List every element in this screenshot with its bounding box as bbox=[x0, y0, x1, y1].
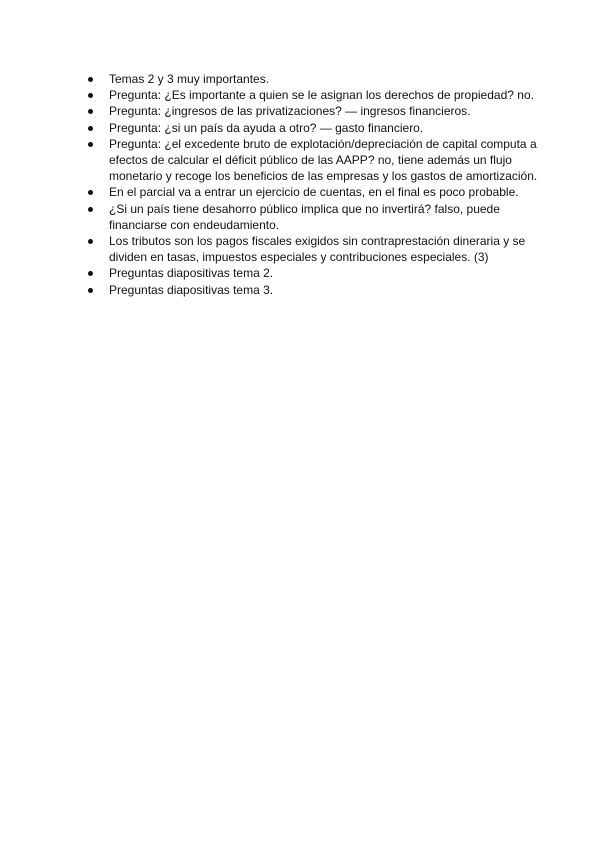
list-item bbox=[86, 282, 546, 298]
list-item bbox=[86, 120, 546, 136]
list-item-text: Pregunta: ¿el excedente bruto de explotación/depreciación de capital computa a efectos de calcular el déficit público de las AAPP? no, tiene además un flujo monetario y recoge los beneficios de las empresas y los gastos de amortización. bbox=[109, 136, 538, 184]
bullet-icon bbox=[88, 190, 93, 195]
list-item-text: Temas 2 y 3 muy importantes. bbox=[109, 72, 270, 86]
list-item-text: Los tributos son los pagos fiscales exigidos sin contraprestación dineraria y se dividen en tasas, impuestos especiales y contribuciones especiales. (3) bbox=[109, 234, 526, 265]
list-item bbox=[86, 87, 546, 103]
list-item bbox=[86, 184, 546, 200]
bullet-icon bbox=[88, 93, 93, 98]
list-item-text: Pregunta: ¿Es importante a quien se le asignan los derechos de propiedad? no. bbox=[109, 88, 534, 103]
bullet-icon bbox=[88, 207, 93, 212]
bullet-icon bbox=[88, 288, 93, 293]
bullet-icon bbox=[88, 271, 93, 276]
list-item-text: Pregunta: ¿ingresos de las privatizaciones? — ingresos financieros. bbox=[109, 104, 471, 119]
list-item-text: En el parcial va a entrar un ejercicio de cuentas, en el final es poco probable. bbox=[109, 185, 519, 200]
bullet-icon bbox=[88, 239, 93, 244]
list-item-text: Preguntas diapositivas tema 2. bbox=[109, 266, 274, 281]
bullet-icon bbox=[88, 109, 93, 114]
list-item-text: Pregunta: ¿si un país da ayuda a otro? — gasto financiero. bbox=[109, 120, 424, 135]
list-item bbox=[86, 201, 546, 233]
bullet-icon bbox=[88, 77, 93, 82]
bullet-icon bbox=[88, 142, 93, 147]
bullet-icon bbox=[88, 126, 93, 131]
list-item bbox=[86, 136, 546, 185]
list-item bbox=[86, 265, 546, 281]
list-item bbox=[86, 103, 546, 119]
list-item bbox=[86, 71, 546, 87]
list-item-text: ¿Si un país tiene desahorro público implica que no invertirá? falso, puede financiarse con endeudamiento. bbox=[109, 201, 500, 232]
list-item bbox=[86, 233, 546, 265]
notes-bullet-list bbox=[86, 71, 546, 298]
list-item-text: Preguntas diapositivas tema 3. bbox=[109, 282, 274, 297]
